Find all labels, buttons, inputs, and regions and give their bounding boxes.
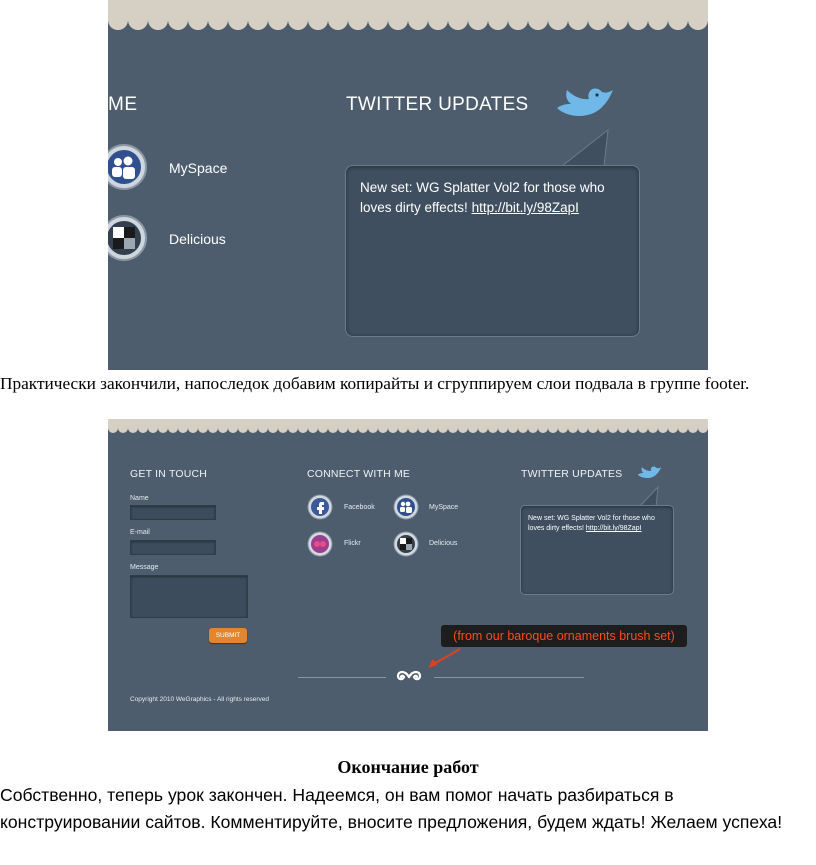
tweet-text: New set: WG Splatter Vol2 for those who loves dirty effects! http://bit.ly/98ZapI <box>528 515 655 532</box>
myspace-link[interactable]: MySpace <box>429 504 459 511</box>
facebook-icon[interactable] <box>307 494 333 520</box>
connect-with-me-heading: CONNECT WITH ME <box>307 468 411 480</box>
myspace-link[interactable]: MySpace <box>169 160 228 176</box>
paragraph-1: Практически закончили, напоследок добавим копирайты и сгруппируем слои подвала в группе footer. <box>0 374 750 393</box>
myspace-icon[interactable] <box>108 143 148 191</box>
name-input[interactable] <box>130 505 216 520</box>
flickr-icon[interactable] <box>307 531 333 557</box>
footer-divider-right <box>434 677 584 678</box>
email-label: E-mail <box>130 529 150 536</box>
red-arrow-icon <box>426 647 462 671</box>
tweet-bubble <box>520 505 674 595</box>
footer-screenshot-zoomed <box>108 0 708 370</box>
twitter-bird-icon <box>636 463 662 483</box>
paragraph-2: Собственно, теперь урок закончен. Надеемся, он вам помог начать разбираться в конструировании сайтов. Комментируйте, вносите предложения, будем ждать! Желаем успеха! <box>0 785 783 832</box>
scallop-border <box>108 0 708 30</box>
annotation-label: (from our baroque ornaments brush set) <box>441 625 687 647</box>
tweet-bubble-tail <box>560 128 610 168</box>
myspace-icon[interactable] <box>393 494 419 520</box>
tweet-bubble <box>345 165 640 337</box>
footer-divider-left <box>298 677 386 678</box>
baroque-ornament-icon <box>395 668 423 684</box>
tweet-link[interactable]: http://bit.ly/98ZapI <box>471 200 579 215</box>
delicious-icon[interactable] <box>108 214 148 262</box>
email-input[interactable] <box>130 540 216 555</box>
delicious-link[interactable]: Delicious <box>169 231 226 247</box>
section-heading: Окончание работ <box>337 757 479 777</box>
delicious-link[interactable]: Delicious <box>429 540 458 547</box>
name-label: Name <box>130 495 149 502</box>
message-label: Message <box>130 564 159 571</box>
get-in-touch-heading: GET IN TOUCH <box>130 468 208 480</box>
facebook-link[interactable]: Facebook <box>344 504 375 511</box>
footer-screenshot-full <box>108 419 708 731</box>
copyright-text: Copyright 2010 WeGraphics - All rights reserved <box>130 696 269 703</box>
tweet-link[interactable]: http://bit.ly/98ZapI <box>585 525 642 532</box>
message-textarea[interactable] <box>130 575 248 618</box>
twitter-updates-heading: TWITTER UPDATES <box>346 94 529 115</box>
twitter-updates-heading: TWITTER UPDATES <box>521 468 623 480</box>
delicious-icon[interactable] <box>393 531 419 557</box>
submit-button[interactable]: SUBMIT <box>209 628 247 643</box>
connect-heading-partial: ME <box>108 94 138 115</box>
tweet-text: New set: WG Splatter Vol2 for those who loves dirty effects! http://bit.ly/98ZapI <box>360 180 605 215</box>
twitter-bird-icon <box>553 84 615 124</box>
flickr-link[interactable]: Flickr <box>344 540 361 547</box>
scallop-border <box>108 419 708 435</box>
